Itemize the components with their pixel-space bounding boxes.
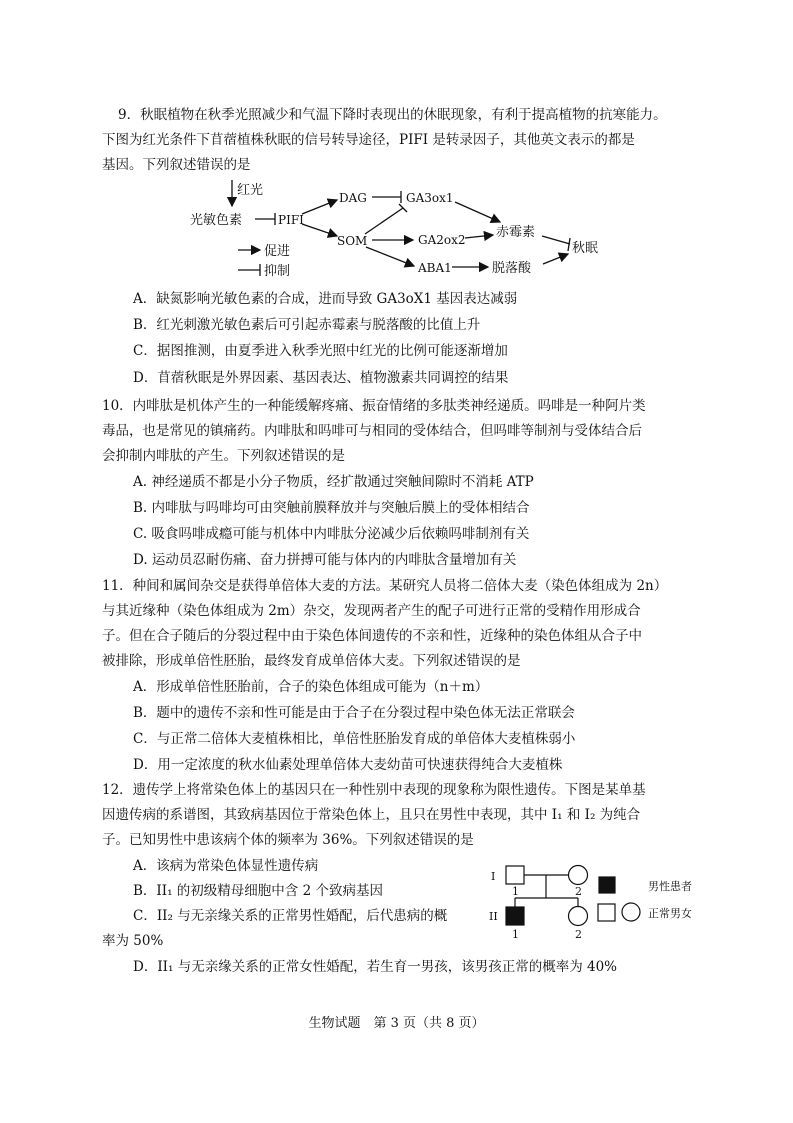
q9-signal-diagram [180, 178, 620, 284]
q11-option-a[interactable]: A．形成单倍性胚胎前，合子的染色体组成可能为（n＋m） [133, 679, 489, 695]
q10-option-d[interactable]: D. 运动员忍耐伤痛、奋力拼搏可能与体内的内啡肽含量增加有关 [133, 552, 517, 568]
q12-option-c-cont: 率为 50% [102, 933, 164, 949]
q10-stem-3: 会抑制内啡肽的产生。下列叙述错误的是 [102, 448, 345, 464]
q9-stem-1: 9．秋眠植物在秋季光照减少和气温下降时表现出的休眠现象，有利于提高植物的抗寒能力。 [118, 107, 667, 123]
legend-inhibit: 抑制 [264, 264, 291, 279]
gen-ii-label: II [489, 910, 498, 923]
q12-option-d[interactable]: D．II₁ 与无亲缘关系的正常女性婚配，若生育一男孩，该男孩正常的概率为 40% [133, 959, 617, 975]
ii2-number: 2 [575, 928, 582, 941]
q10-option-c[interactable]: C. 吸食吗啡成瘾可能与机体中内啡肽分泌减少后依赖吗啡制剂有关 [133, 526, 530, 542]
q9-option-a[interactable]: A．缺氮影响光敏色素的合成，进而导致 GA3oX1 基因表达减弱 [133, 291, 518, 307]
ii1-number: 1 [512, 928, 519, 941]
q12-option-b[interactable]: B．II₁ 的初级精母细胞中含 2 个致病基因 [133, 883, 383, 899]
label-gibberellin: 赤霉素 [496, 225, 536, 240]
label-ga2ox2: GA2ox2 [418, 233, 466, 247]
legend-promote: 促进 [264, 244, 291, 259]
q11-stem-3: 子。但在合子随后的分裂过程中由于染色体间遗传的不亲和性，近缘种的染色体组从合子中 [102, 628, 642, 644]
q12-stem-1: 12．遗传学上将常染色体上的基因只在一种性别中表现的现象称为限性遗传。下图是某单基 [102, 782, 646, 798]
q11-stem-4: 被排除，形成单倍性胚胎，最终发育成单倍体大麦。下列叙述错误的是 [102, 653, 521, 669]
label-red-light: 红光 [237, 183, 264, 198]
legend-normal: 正常男女 [648, 907, 692, 920]
q12-option-c[interactable]: C．II₂ 与无亲缘关系的正常男性婚配，后代患病的概 [133, 908, 448, 924]
i2-number: 2 [575, 885, 582, 898]
label-som: SOM [337, 234, 368, 248]
q9-stem-3: 基因。下列叙述错误的是 [102, 157, 251, 173]
q9-option-c[interactable]: C．据图推测，由夏季进入秋季光照中红光的比例可能逐渐增加 [133, 343, 508, 359]
q11-option-b[interactable]: B．题中的遗传不亲和性可能是由于合子在分裂过程中染色体无法正常联会 [133, 705, 575, 721]
label-aba: 脱落酸 [492, 261, 532, 276]
legend-male-patient: 男性患者 [648, 880, 692, 893]
q11-stem-1: 11．种间和属间杂交是获得单倍体大麦的方法。某研究人员将二倍体大麦（染色体组成为 2n） [102, 578, 668, 594]
q9-stem-2: 下图为红光条件下苜蓿植株秋眠的信号转导途径，PIFI 是转录因子，其他英文表示的都是 [102, 132, 635, 148]
label-pifi: PIFI [278, 213, 304, 227]
pedigree-chart [486, 860, 726, 950]
gen-i-label: I [491, 870, 496, 883]
q10-option-a[interactable]: A. 神经递质不都是小分子物质，经扩散通过突触间隙时不消耗 ATP [133, 474, 534, 490]
q11-stem-2: 与其近缘种（染色体组成为 2m）杂交，发现两者产生的配子可进行正常的受精作用形成合 [102, 603, 641, 619]
q12-option-a[interactable]: A．该病为常染色体显性遗传病 [133, 858, 319, 874]
q10-stem-1: 10．内啡肽是机体产生的一种能缓解疼痛、振奋情绪的多肽类神经递质。吗啡是一种阿片类 [102, 398, 646, 414]
label-ga3ox1: GA3ox1 [406, 191, 454, 205]
q9-option-b[interactable]: B．红光刺激光敏色素后可引起赤霉素与脱落酸的比值上升 [133, 317, 481, 333]
q10-option-b[interactable]: B. 内啡肽与吗啡均可由突触前膜释放并与突触后膜上的受体相结合 [133, 500, 530, 516]
label-dag: DAG [339, 191, 367, 205]
q10-stem-2: 毒品，也是常见的镇痛药。内啡肽和吗啡可与相同的受体结合，但吗啡等制剂与受体结合后 [102, 423, 642, 439]
label-dormancy: 秋眠 [572, 241, 599, 256]
q11-option-c[interactable]: C．与正常二倍体大麦植株相比，单倍性胚胎发育成的单倍体大麦植株弱小 [133, 731, 576, 747]
label-aba1: ABA1 [418, 261, 452, 275]
page-footer: 生物试题 第 3 页（共 8 页） [308, 1016, 485, 1031]
q11-option-d[interactable]: D．用一定浓度的秋水仙素处理单倍体大麦幼苗可快速获得纯合大麦植株 [133, 757, 563, 773]
q12-stem-3: 子。已知男性中患该病个体的频率为 36%。下列叙述错误的是 [102, 832, 474, 848]
q9-option-d[interactable]: D．苜蓿秋眠是外界因素、基因表达、植物激素共同调控的结果 [133, 370, 509, 386]
q12-stem-2: 因遗传病的系谱图，其致病基因位于常染色体上，且只在男性中表现，其中 I₁ 和 I₂ 为纯合 [102, 807, 641, 823]
i1-number: 1 [512, 885, 519, 898]
label-photoreceptor: 光敏色素 [190, 213, 243, 228]
